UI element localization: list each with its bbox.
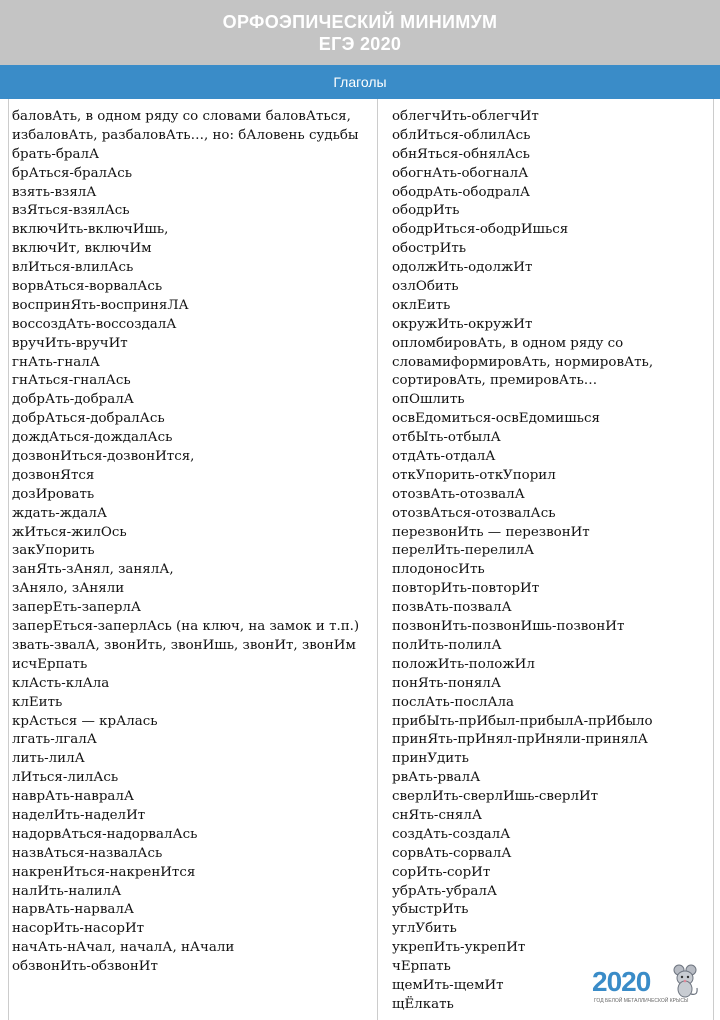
word-entry: накренИться-накренИтся: [12, 864, 196, 880]
word-entry: звать-звалА, звонИть, звонИшь, звонИт, звонИм: [12, 637, 356, 653]
word-entry: принЯть-прИнял-прИняли-принялА: [392, 732, 648, 748]
word-entry: щЁлкать: [392, 996, 454, 1012]
word-entry: клЕить: [12, 694, 63, 710]
word-entry: баловАть, в одном ряду со словами баловАться,: [12, 109, 351, 124]
word-entry: позвонИть-позвонИшь-позвонИт: [392, 619, 625, 635]
word-entry: углУбить: [392, 921, 457, 937]
word-entry: взять-взялА: [12, 184, 97, 200]
word-entry: взЯться-взялАсь: [12, 203, 130, 219]
word-entry: насорИть-насорИт: [12, 921, 145, 937]
word-entry: словамиформировАть, нормировАть,: [392, 354, 654, 370]
word-entry: отдАть-отдалА: [392, 449, 496, 465]
word-entry: ободрИть: [392, 203, 460, 219]
word-entry: ободрИться-ободрИшься: [392, 222, 569, 238]
word-entry: позвАть-позвалА: [392, 600, 512, 616]
word-entry: лить-лилА: [12, 751, 85, 767]
word-entry: добрАться-добралАсь: [12, 411, 165, 427]
word-entry: вручИть-вручИт: [12, 335, 128, 351]
word-entry: нарвАть-нарвалА: [12, 902, 135, 918]
word-entry: наделИть-наделИт: [12, 807, 146, 823]
word-entry: брАться-бралАсь: [12, 165, 132, 181]
word-entry: избаловАть, разбаловАть…, но: бАловень судьбы: [12, 127, 359, 143]
word-entry: полИть-полилА: [392, 637, 502, 653]
logo-caption: ГОД БЕЛОЙ МЕТАЛЛИЧЕСКОЙ КРЫСЫ: [594, 998, 689, 1004]
word-entry: дозвонЯтся: [12, 467, 95, 483]
word-entry: включИт, включИм: [12, 241, 152, 257]
word-entry: озлОбить: [392, 279, 459, 295]
word-entry: убыстрИть: [392, 902, 469, 918]
word-entry: одолжИть-одолжИт: [392, 260, 533, 276]
word-entry: ободрАть-ободралА: [392, 184, 530, 200]
word-entry: освЕдомиться-освЕдомишься: [392, 411, 600, 427]
word-entry: создАть-создалА: [392, 826, 511, 842]
word-entry: клАсть-клАла: [12, 675, 110, 691]
word-entry: назвАться-назвалАсь: [12, 845, 163, 861]
word-entry: обнЯться-обнялАсь: [392, 146, 530, 162]
word-entry: окружИть-окружИт: [392, 316, 533, 332]
logo-2020: [592, 964, 712, 1012]
word-entry: откУпорить-откУпорил: [392, 467, 556, 483]
word-entry: повторИть-повторИт: [392, 581, 540, 597]
column-divider: [377, 99, 378, 1020]
word-entry: обзвонИть-обзвонИт: [12, 959, 158, 975]
word-entry: перелИть-перелилА: [392, 543, 535, 559]
section-title: Глаголы: [0, 65, 720, 99]
word-entry: послАть-послАла: [392, 694, 514, 710]
word-entry: занЯть-зАнял, занялА,: [12, 562, 174, 578]
page-title-year: ЕГЭ 2020: [318, 33, 402, 54]
word-entry: сортировАть, премировАть…: [392, 373, 598, 389]
word-entry: перезвонИть — перезвонИт: [392, 524, 590, 540]
word-entry: дозвонИться-дозвонИтся,: [12, 449, 195, 465]
word-entry: укрепИть-укрепИт: [392, 940, 526, 956]
word-entry: убрАть-убралА: [392, 883, 498, 899]
word-entry: исчЕрпать: [12, 656, 88, 672]
word-entry: оклЕить: [392, 297, 451, 313]
word-entry: прибЫть-прИбыл-прибылА-прИбыло: [392, 713, 653, 729]
word-entry: дождАться-дождалАсь: [12, 430, 173, 446]
word-entry: сорвАть-сорвалА: [392, 845, 512, 861]
word-entry: обострИть: [392, 241, 467, 257]
word-entry: крАсться — крАлась: [12, 713, 158, 729]
word-entry: облИться-облилАсь: [392, 127, 531, 143]
word-entry: понЯть-понялА: [392, 675, 501, 691]
word-entry: чЕрпать: [392, 959, 451, 975]
word-entry: включИть-включИшь,: [12, 222, 169, 238]
word-entry: воссоздАть-воссоздалА: [12, 316, 177, 332]
word-entry: ворвАться-ворвалАсь: [12, 279, 163, 295]
word-entry: жИться-жилОсь: [12, 524, 127, 540]
word-entry: влИться-влилАсь: [12, 260, 134, 276]
page-header: [0, 0, 720, 65]
word-entry: заперЕть-заперлА: [12, 600, 142, 616]
word-entry: наврАть-навралА: [12, 789, 135, 805]
word-entry: сорИть-сорИт: [392, 864, 491, 880]
word-entry: начАть-нАчал, началА, нАчали: [12, 940, 235, 956]
word-entry: облегчИть-облегчИт: [392, 109, 539, 124]
word-entry: принУдить: [392, 751, 469, 767]
word-entry: гнАть-гналА: [12, 354, 100, 370]
word-entry: положИть-положИл: [392, 656, 535, 672]
word-entry: брать-бралА: [12, 146, 100, 162]
word-entry: добрАть-добралА: [12, 392, 134, 408]
word-entry: рвАть-рвалА: [392, 770, 481, 786]
rat-icon: [670, 964, 700, 998]
left-column: [12, 108, 372, 977]
word-entry: обогнАть-обогналА: [392, 165, 529, 181]
word-entry: воспринЯть-восприняЛА: [12, 297, 189, 313]
word-entry: отбЫть-отбылА: [392, 430, 501, 446]
word-entry: зАняло, зАняли: [12, 581, 125, 597]
word-entry: надорвАться-надорвалАсь: [12, 826, 198, 842]
right-column: [392, 108, 712, 1015]
word-entry: сверлИть-сверлИшь-сверлИт: [392, 789, 599, 805]
word-entry: опОшлить: [392, 392, 465, 408]
word-entry: закУпорить: [12, 543, 95, 559]
word-entry: щемИть-щемИт: [392, 977, 504, 993]
word-entry: налИть-налилА: [12, 883, 122, 899]
word-entry: гнАться-гналАсь: [12, 373, 131, 389]
word-entry: лгать-лгалА: [12, 732, 97, 748]
word-entry: лИться-лилАсь: [12, 770, 119, 786]
word-entry: ждать-ждалА: [12, 505, 107, 521]
word-entry: отозвАть-отозвалА: [392, 486, 525, 502]
word-entry: дозИровать: [12, 486, 95, 502]
word-entry: плодоносИть: [392, 562, 485, 578]
word-entry: заперЕться-заперлАсь (на ключ, на замок и т.п.): [12, 619, 360, 635]
word-entry: опломбировАть, в одном ряду со: [392, 335, 624, 351]
word-entry: снЯть-снялА: [392, 807, 482, 823]
logo-number: 2020: [592, 966, 651, 997]
word-entry: отозвАться-отозвалАсь: [392, 505, 556, 521]
page-title: ОРФОЭПИЧЕСКИЙ МИНИМУМ: [222, 11, 498, 32]
